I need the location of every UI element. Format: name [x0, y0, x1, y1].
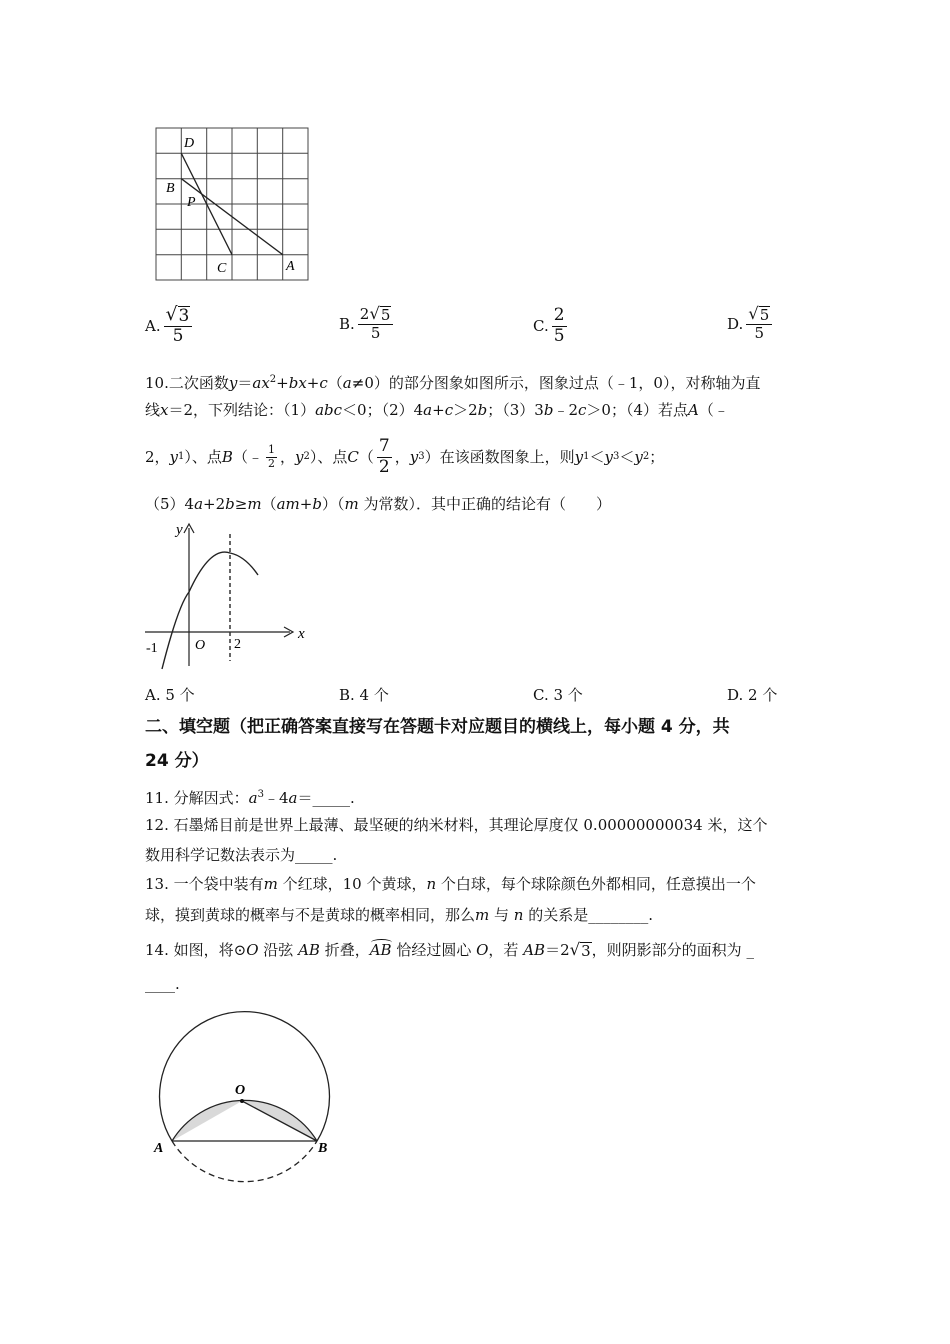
q10-option-b[interactable]: B. 4 个 — [339, 686, 389, 704]
center-point — [240, 1099, 244, 1103]
y-axis-label: y — [176, 522, 183, 538]
label-P: P — [187, 195, 196, 210]
x-axis-label: x — [298, 626, 305, 642]
q10-option-c[interactable]: C. 3 个 — [533, 686, 583, 704]
q14-line-2: ____. — [145, 975, 180, 993]
label-A: A — [154, 1141, 164, 1156]
label-origin: O — [195, 638, 206, 653]
q9-option-b[interactable]: B. 2 √ 5 5 — [339, 306, 396, 342]
q10-option-d[interactable]: D. 2 个 — [727, 686, 778, 704]
label-C: C — [217, 261, 227, 276]
label-B: B — [166, 181, 175, 196]
q14-circle-figure — [150, 1010, 340, 1195]
label-O: O — [235, 1083, 246, 1098]
q9-grid-figure — [150, 122, 320, 287]
arc-AB: AB — [369, 941, 392, 959]
q13-line-1: 13. 一个袋中装有m 个红球，10 个黄球，n 个白球，每个球除颜色外都相同，任意摸出一个 — [145, 875, 756, 893]
label-D: D — [184, 136, 195, 151]
q10-line-3: 2， y 1 ）、点 B （﹣ $\frac{1}{2}$ ， y 2 ）、点 C （ $\frac{7}{2}$ ， y 3 ）在该函数图象上，则 y 1 ＜ y 3 ＜ y 2 ； — [145, 435, 665, 477]
shaded-region — [172, 1100, 317, 1141]
q14-line-1: 14. 如图，将⊙O 沿弦 AB 折叠， AB 恰经过圆心 O，若 AB＝2 √ 3 ，则阴影部分的面积为 _ — [145, 940, 754, 960]
segment-OB — [242, 1101, 317, 1141]
q13-line-2: 球，摸到黄球的概率与不是黄球的概率相同，那么m 与 n 的关系是________. — [145, 906, 654, 924]
circle-upper-arc — [160, 1012, 330, 1141]
label-neg1: -1 — [146, 641, 158, 656]
label-two: 2 — [234, 637, 241, 652]
q11: 11. 分解因式：$a^3﹣4a=\_\_\_\_\_$. — [145, 789, 355, 807]
section-2-heading-line-1: 二、填空题（把正确答案直接写在答题卡对应题目的横线上，每小题 4 分，共 — [145, 717, 730, 737]
label-B: B — [318, 1141, 328, 1156]
q9-option-a[interactable]: A. √ 3 5 — [145, 306, 195, 346]
circle-lower-arc-dashed — [172, 1141, 317, 1182]
q10-line-2: 线x＝2，下列结论：（1）abc＜0；（2）4a+c＞2b；（3）3b﹣2c＞0；（4）若点A（﹣ — [145, 401, 729, 419]
q10-line-4: （5）4a+2b≥m（am+b）（m 为常数）．其中正确的结论有（ ） — [145, 495, 611, 513]
q9-option-c[interactable]: C. $\frac{2}{5}$ — [533, 305, 565, 346]
q9-option-d[interactable]: D. √ 5 5 — [727, 306, 775, 342]
section-2-heading-line-2: 24 分） — [145, 751, 209, 771]
label-A: A — [286, 259, 295, 274]
q12-line-1: 12. 石墨烯目前是世界上最薄、最坚硬的纳米材料，其理论厚度仅 0.00000000034 米，这个 — [145, 816, 768, 834]
q10-line-1: 10.二次函数$y=ax^2+bx+c(a\ne 0)$的部分图象如图所示，图象过点（﹣1，0），对称轴为直 — [145, 374, 761, 392]
parabola-curve — [162, 552, 258, 669]
q12-line-2: 数用科学记数法表示为_____. — [145, 846, 338, 864]
q10-parabola-graph — [140, 516, 315, 674]
q10-option-a[interactable]: A. 5 个 — [145, 686, 195, 704]
